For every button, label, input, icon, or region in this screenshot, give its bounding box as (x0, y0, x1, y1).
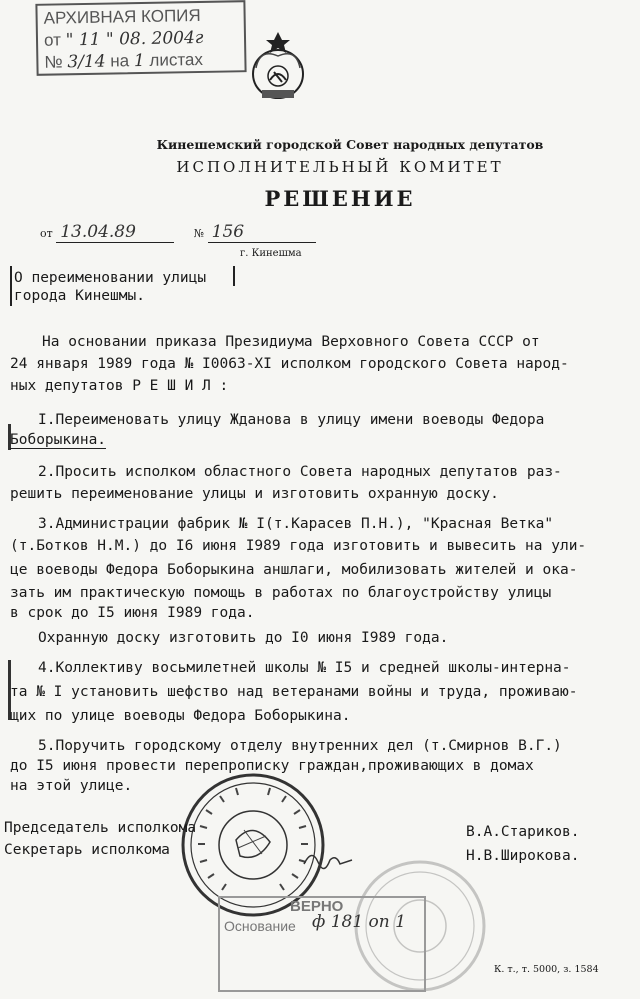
point-4-line-2: та № I установить шефство над ветеранами войны и труда, проживаю- (10, 684, 578, 700)
point-1-line-1: I.Переименовать улицу Жданова в улицу имени воеводы Федора (38, 412, 545, 428)
point-2-line-2: решить переименование улицы и изготовить охранную доску. (10, 486, 499, 502)
subject-line-2: города Кинешмы. (14, 288, 145, 304)
verno-basis-value: ф 181 оп 1 (312, 912, 406, 932)
point-1-line-2: Боборыкина. (10, 432, 107, 448)
certified-true-stamp (218, 896, 426, 992)
council-name: Кинешемский городской Совет народных депутатов (156, 137, 544, 152)
secretary-label: Секретарь исполкома (4, 842, 170, 858)
point-3-line-5: в срок до I5 июня I989 года. (10, 605, 255, 621)
city-name: г. Кинешма (240, 248, 302, 259)
date-number-line: от 13.04.89 № 156 (40, 222, 316, 243)
state-emblem-icon (248, 28, 308, 104)
point-3-line-3: це воеводы Федора Боборыкина аншлаги, мобилизовать жителей и ока- (10, 562, 578, 578)
point-3-line-1: 3.Администрации фабрик № I(т.Карасев П.Н.), "Красная Ветка" (38, 516, 554, 532)
archive-stamp-date-line: от " 11 " 08. 2004г (43, 27, 204, 51)
decision-number: 156 (211, 222, 245, 242)
point-4-line-3: щих по улице воеводы Федора Боборыкина. (10, 708, 351, 724)
archive-stamp-date: " 11 " 08. 2004г (65, 27, 204, 51)
point-3-line-4: зать им практическую помощь в работах по благоустройству улицы (10, 585, 552, 601)
intro-line-3: ных депутатов Р Е Ш И Л : (10, 378, 229, 394)
point-3-line-6: Охранную доску изготовить до I0 июня I989 года. (38, 630, 449, 646)
archive-stamp-number: 3/14 (67, 51, 106, 73)
verno-title: ВЕРНО (290, 898, 344, 915)
intro-line-2: 24 января 1989 года № I0063-XI исполком городского Совета народ- (10, 356, 569, 372)
point-5-line-1: 5.Поручить городскому отделу внутренних дел (т.Смирнов В.Г.) (38, 738, 562, 754)
chair-name: В.А.Стариков. (466, 824, 580, 840)
point-5-line-2: до I5 июня провести перепрописку граждан,проживающих в домах (10, 758, 534, 774)
archive-copy-stamp (35, 0, 246, 76)
intro-line-1: На основании приказа Президиума Верховного Совета СССР от (42, 334, 540, 350)
point-2-line-1: 2.Просить исполком областного Совета народных депутатов раз- (38, 464, 562, 480)
verno-basis-label: Основание (224, 918, 296, 934)
archive-stamp-title: АРХИВНАЯ КОПИЯ (43, 5, 201, 28)
point-3-line-2: (т.Ботков Н.М.) до I6 июня I989 года изготовить и вывесить на ули- (10, 538, 587, 554)
point-4-line-1: 4.Коллективу восьмилетней школы № I5 и средней школы-интерна- (38, 660, 571, 676)
decision-title: РЕШЕНИЕ (264, 186, 416, 211)
point-5-line-3: на этой улице. (10, 778, 133, 794)
decision-date: 13.04.89 (60, 222, 136, 242)
archive-stamp-number-line: № 3/14 на 1 листах (44, 49, 204, 73)
executive-committee-title: ИСПОЛНИТЕЛЬНЫЙ КОМИТЕТ (176, 158, 504, 176)
chair-label: Председатель исполкома (4, 820, 197, 836)
subject-line-1: О переименовании улицы (14, 270, 207, 286)
secretary-name: Н.В.Широкова. (466, 848, 580, 864)
archive-stamp-sheets: 1 (133, 50, 145, 72)
print-info: К. т., т. 5000, з. 1584 (494, 964, 599, 975)
